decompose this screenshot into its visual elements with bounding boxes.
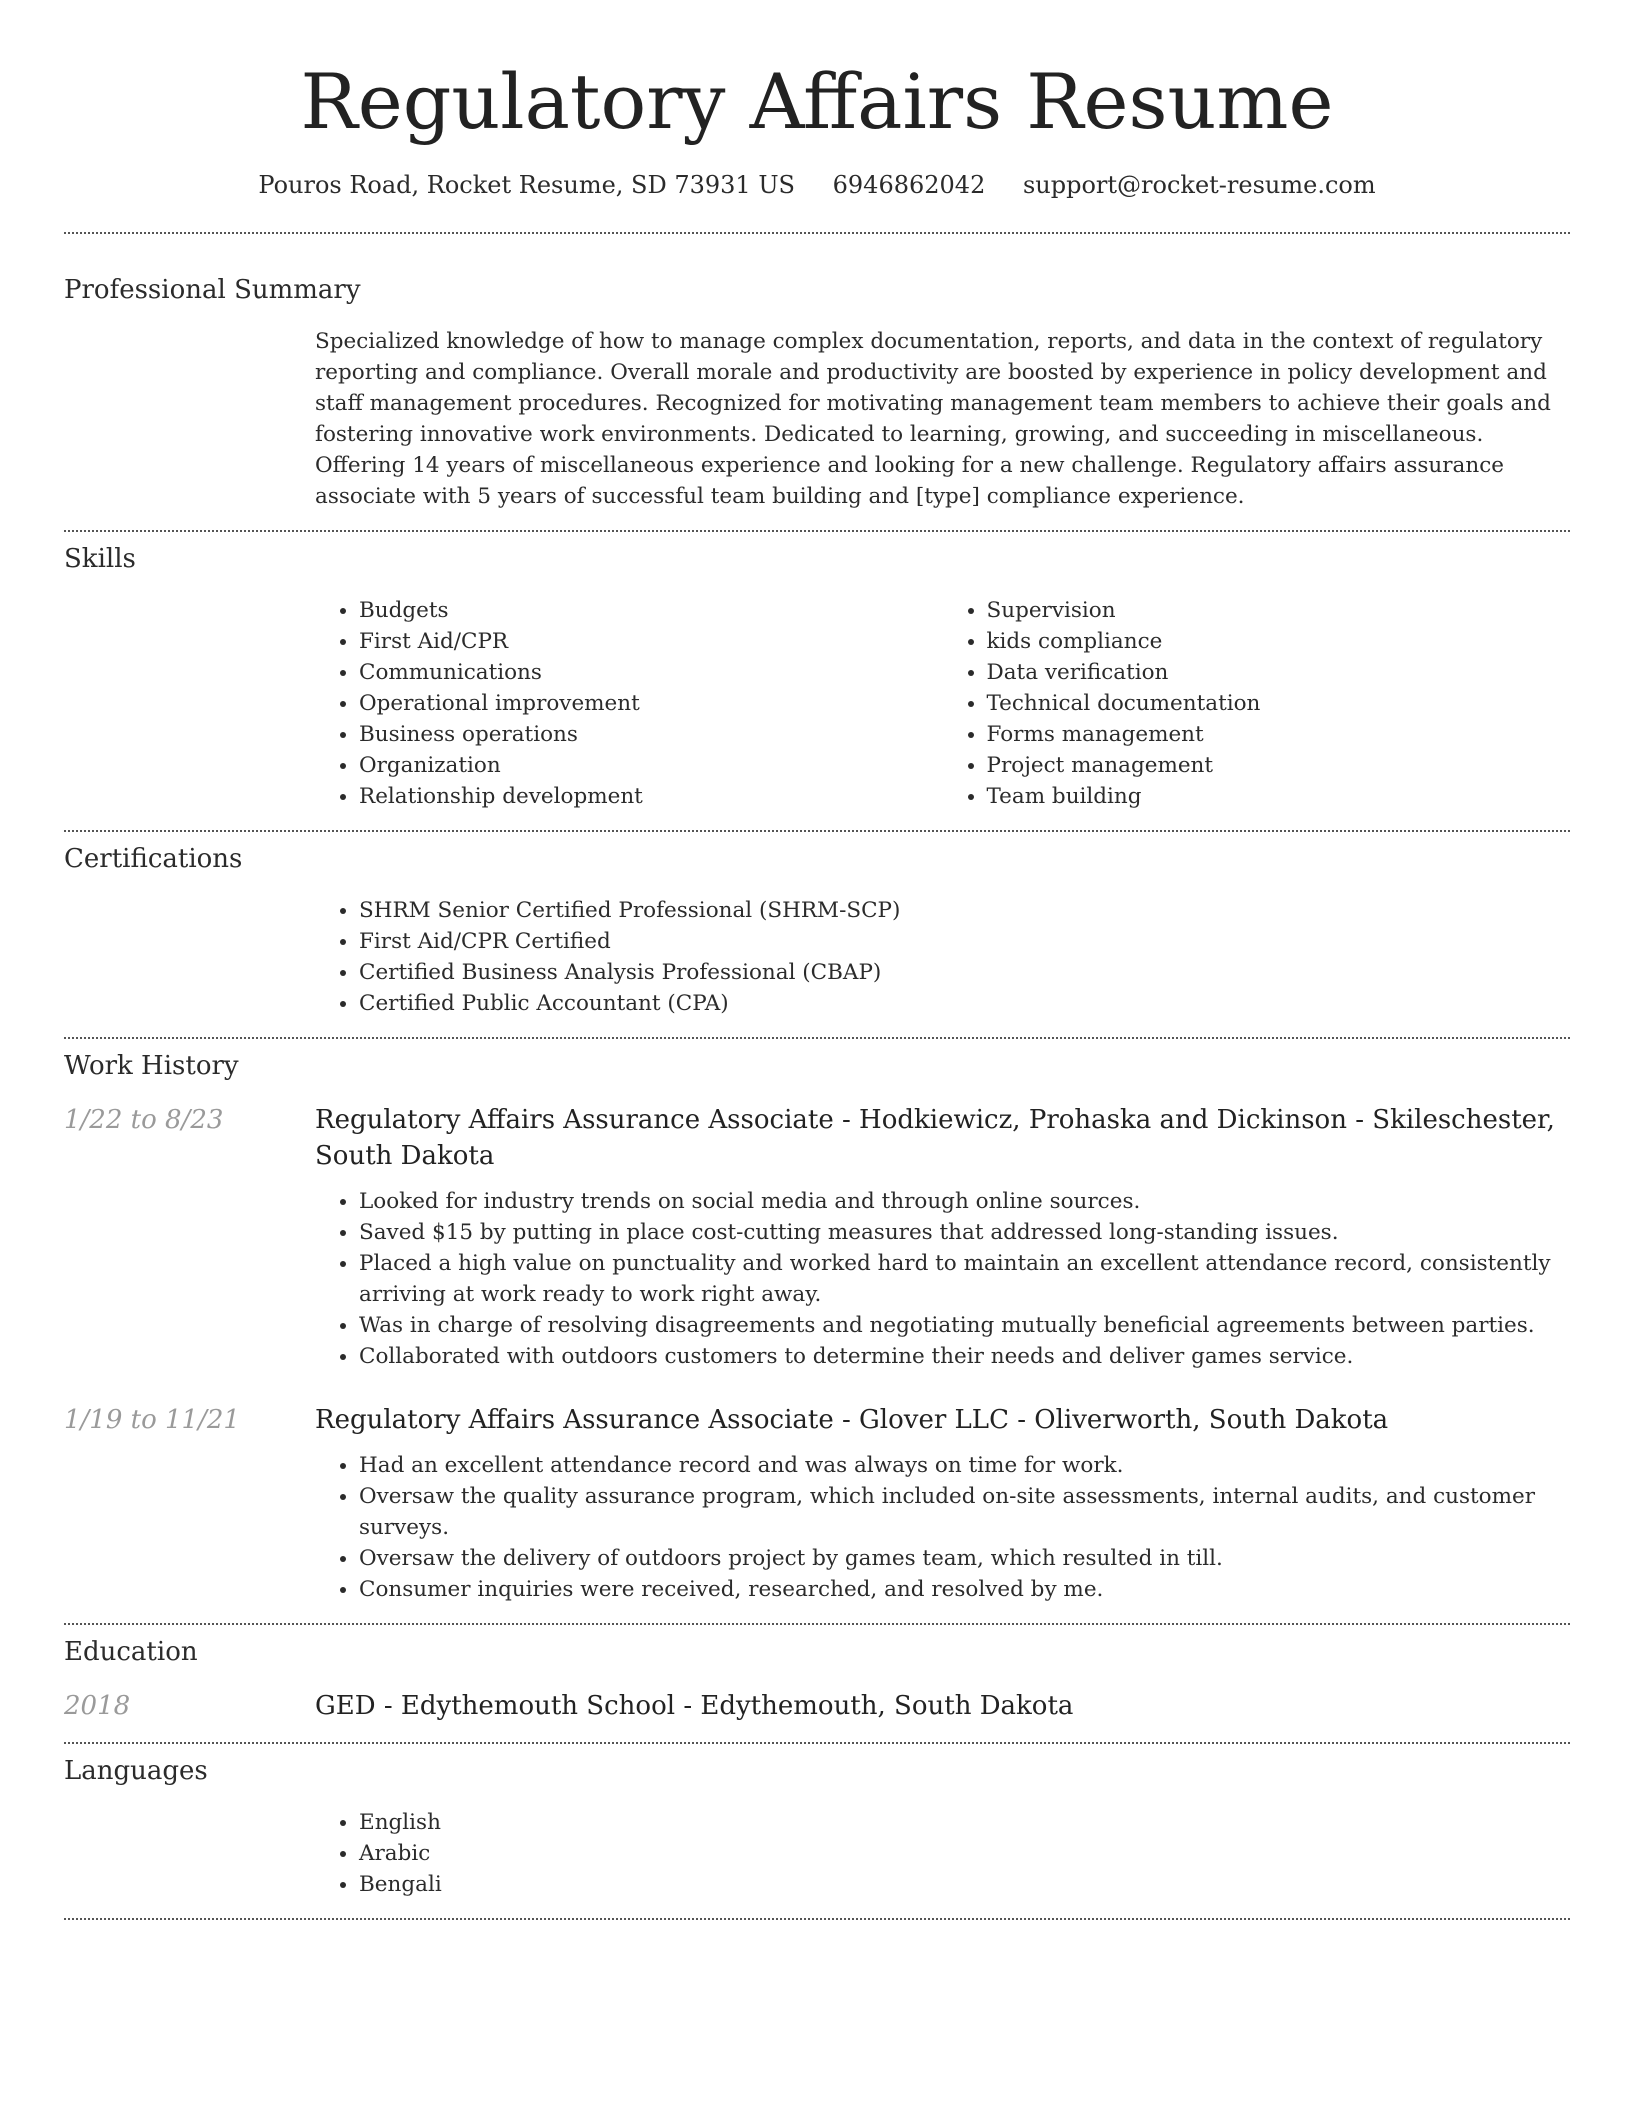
language-item: • Bengali (359, 1869, 1570, 1900)
section-title-certifications: Certifications (64, 844, 243, 874)
job-dates: 1/19 to 11/21 (64, 1405, 240, 1435)
job-bullet: • Saved $15 by putting in place cost-cutting measures that addressed long-standing issues. (359, 1217, 1570, 1248)
divider (64, 1037, 1570, 1039)
job-bullet: • Looked for industry trends on social media and through online sources. (359, 1186, 1570, 1217)
skill-item: • Forms management (987, 719, 1571, 750)
education-entry (64, 1688, 1570, 1724)
skill-item: • kids compliance (987, 626, 1571, 657)
divider (64, 530, 1570, 532)
page-title: Regulatory Affairs Resume (300, 57, 1334, 146)
divider (64, 1918, 1570, 1920)
contact-phone: 6946862042 (832, 171, 986, 199)
divider (64, 830, 1570, 832)
section-title-summary: Professional Summary (64, 275, 361, 305)
education-detail (315, 1688, 1570, 1724)
skill-item: • Operational improvement (359, 688, 943, 719)
skill-item: • Data verification (987, 657, 1571, 688)
summary-text: Specialized knowledge of how to manage complex documentation, reports, and data in the context of regulatory reporting and compliance. Overall morale and productivity are boosted by experience in policy development and staff management procedures. Recognized for motivating management team members to achieve their goals and fostering innovative work environments. Dedicated to learning, growing, and succeeding in miscellaneous. Offering 14 years of miscellaneous experience and looking for a new challenge. Regulatory affairs assurance associate with 5 years of successful team building and [type] compliance experience. (315, 329, 1551, 509)
job-bullet: • Collaborated with outdoors customers to determine their needs and deliver games service. (359, 1341, 1570, 1372)
resume-page (64, 0, 1570, 1920)
certification-item: • SHRM Senior Certified Professional (SHRM-SCP) (359, 895, 1570, 926)
section-title-skills: Skills (64, 544, 136, 574)
skill-item: • Communications (359, 657, 943, 688)
job-bullets (315, 1186, 1570, 1372)
job-detail (315, 1102, 1570, 1372)
job-heading: Regulatory Affairs Assurance Associate - Glover LLC - Oliverworth, South Dakota (315, 1405, 1389, 1435)
contact-email: support@rocket-resume.com (1022, 171, 1376, 199)
skill-item: • Team building (987, 781, 1571, 812)
skill-item: • Budgets (359, 595, 943, 626)
skill-item: • Organization (359, 750, 943, 781)
skills-list (315, 595, 1570, 812)
divider (64, 232, 1570, 234)
education-year: 2018 (64, 1691, 131, 1721)
certification-item: • Certified Business Analysis Professional (CBAP) (359, 957, 1570, 988)
skill-item: • Supervision (987, 595, 1571, 626)
job-bullet: • Had an excellent attendance record and was always on time for work. (359, 1450, 1570, 1481)
certification-item: • Certified Public Accountant (CPA) (359, 988, 1570, 1019)
divider (64, 1742, 1570, 1744)
contact-address: Pouros Road, Rocket Resume, SD 73931 US (258, 171, 795, 199)
skill-item: • First Aid/CPR (359, 626, 943, 657)
certification-item: • First Aid/CPR Certified (359, 926, 1570, 957)
languages-list (315, 1807, 1570, 1900)
job-entry (64, 1402, 1570, 1605)
job-entry (64, 1102, 1570, 1372)
language-item: • Arabic (359, 1838, 1570, 1869)
skill-item: • Relationship development (359, 781, 943, 812)
job-bullet: • Oversaw the delivery of outdoors project by games team, which resulted in till. (359, 1543, 1570, 1574)
job-bullet: • Oversaw the quality assurance program, which included on-site assessments, internal audits, and customer surveys. (359, 1481, 1570, 1543)
job-bullet: • Consumer inquiries were received, researched, and resolved by me. (359, 1574, 1570, 1605)
education-heading: GED - Edythemouth School - Edythemouth, South Dakota (315, 1691, 1074, 1721)
job-heading: Regulatory Affairs Assurance Associate - Hodkiewicz, Prohaska and Dickinson - Skileschester, South Dakota (315, 1105, 1555, 1171)
contact-line (64, 170, 1570, 200)
job-dates: 1/22 to 8/23 (64, 1105, 224, 1135)
skill-item: • Business operations (359, 719, 943, 750)
job-bullet: • Was in charge of resolving disagreements and negotiating mutually beneficial agreements between parties. (359, 1310, 1570, 1341)
section-title-education: Education (64, 1637, 198, 1667)
skill-item: • Project management (987, 750, 1571, 781)
section-title-languages: Languages (64, 1756, 208, 1786)
job-bullet: • Placed a high value on punctuality and worked hard to maintain an excellent attendance record, consistently arriving at work ready to work right away. (359, 1248, 1570, 1310)
divider (64, 1623, 1570, 1625)
certifications-list (315, 895, 1570, 1019)
job-detail (315, 1402, 1570, 1605)
section-title-work-history: Work History (64, 1051, 239, 1081)
skills-column-right (943, 595, 1571, 812)
skill-item: • Technical documentation (987, 688, 1571, 719)
skills-column-left (315, 595, 943, 812)
job-bullets (315, 1450, 1570, 1605)
language-item: • English (359, 1807, 1570, 1838)
